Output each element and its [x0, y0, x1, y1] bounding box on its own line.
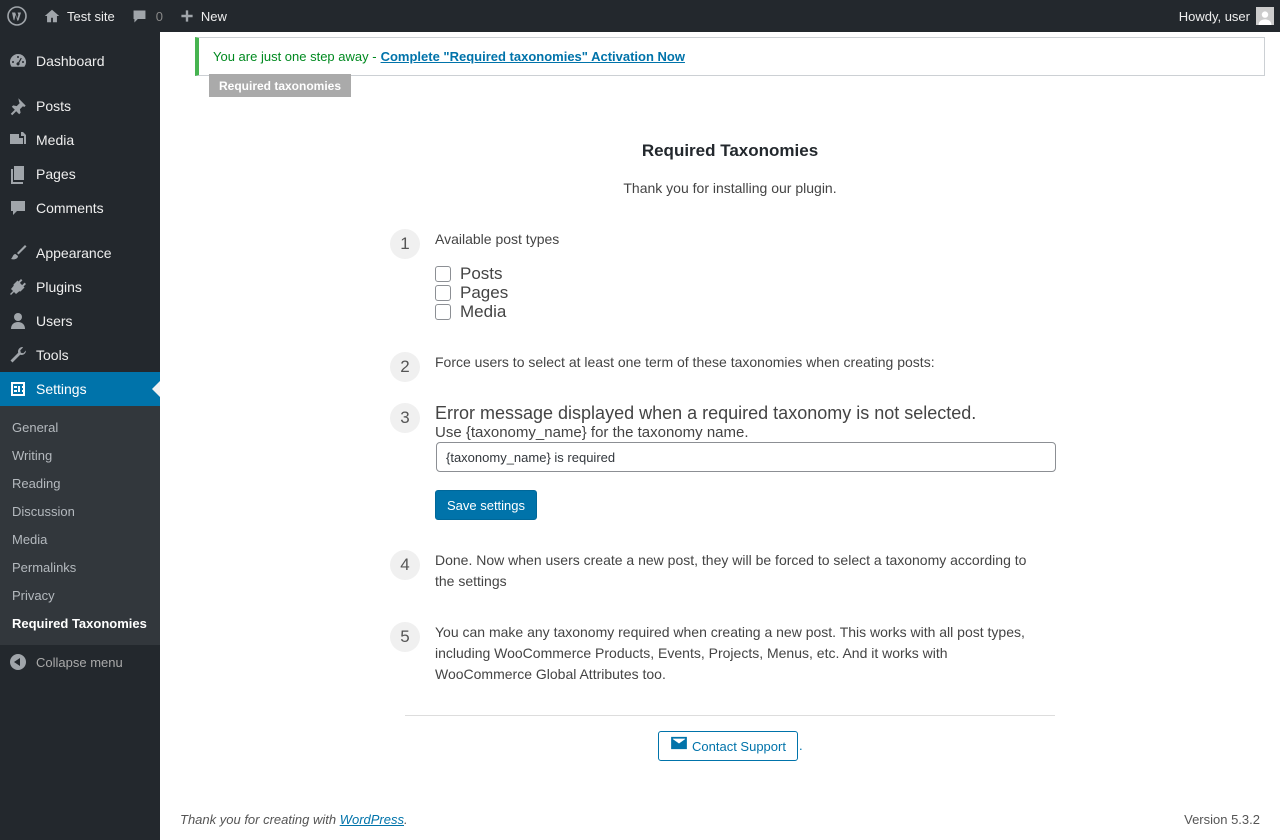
avatar: [1256, 7, 1274, 25]
submenu-item-required-taxonomies[interactable]: Required Taxonomies: [12, 615, 147, 631]
page-subtitle: Thank you for installing our plugin.: [623, 180, 837, 196]
step-1-text: Available post types: [435, 231, 560, 247]
submenu-item-permalinks[interactable]: Permalinks: [12, 559, 77, 575]
dashboard-icon: [0, 51, 36, 71]
notice-text: You are just one step away -: [213, 49, 377, 64]
comment-icon: [0, 198, 36, 218]
settings-submenu: [0, 406, 160, 645]
activation-link[interactable]: Complete "Required taxonomies" Activation Now: [380, 49, 685, 64]
sidebar-item-dashboard[interactable]: [0, 44, 160, 78]
submenu-item-reading[interactable]: Reading: [12, 475, 61, 491]
step-number: 5: [390, 622, 420, 652]
save-settings-button[interactable]: Save settings: [435, 490, 537, 520]
site-name-link[interactable]: [35, 0, 123, 32]
user-icon: [1257, 9, 1273, 25]
step-number: 1: [390, 229, 420, 259]
pages-checkbox[interactable]: [435, 285, 451, 301]
step-number: 3: [390, 403, 420, 433]
divider: [405, 715, 1055, 716]
greeting: Howdy, user: [1178, 8, 1250, 24]
media-checkbox[interactable]: [435, 304, 451, 320]
sidebar-item-plugins[interactable]: [0, 270, 160, 304]
sidebar-item-label: Dashboard: [36, 53, 105, 69]
step-5-line: including WooCommerce Products, Events, Projects, Menus, etc. And it works with: [435, 645, 948, 661]
error-message-value: {taxonomy_name} is required: [446, 449, 616, 465]
sidebar-item-label: Tools: [36, 347, 69, 363]
step-5-text: [435, 622, 1025, 685]
step-5-line: WooCommerce Global Attributes too.: [435, 666, 666, 682]
sidebar-item-label: Settings: [36, 381, 87, 397]
step-4-line: Done. Now when users create a new post, they will be forced to select a taxonomy according to: [435, 552, 1027, 568]
post-type-label: Pages: [460, 282, 509, 302]
sidebar-item-label: Posts: [36, 98, 72, 114]
submenu-item-writing[interactable]: Writing: [12, 447, 53, 463]
error-message-input[interactable]: [436, 442, 1056, 472]
step-number: 4: [390, 550, 420, 580]
plug-icon: [0, 277, 36, 297]
contact-support-label: Contact Support: [692, 738, 786, 754]
posts-checkbox[interactable]: [435, 266, 451, 282]
sidebar-item-label: Pages: [36, 166, 76, 182]
wp-logo-button[interactable]: [0, 0, 35, 32]
new-label: New: [200, 8, 227, 24]
post-type-label: Posts: [460, 263, 503, 283]
sidebar-item-label: Comments: [36, 200, 104, 216]
settings-icon: [0, 379, 36, 399]
my-account-link[interactable]: [1171, 0, 1280, 32]
sidebar-item-label: Users: [36, 313, 73, 329]
sidebar-item-label: Appearance: [36, 245, 112, 261]
sidebar-item-settings[interactable]: [0, 372, 160, 406]
footer-period: .: [404, 812, 408, 827]
sidebar-item-users[interactable]: [0, 304, 160, 338]
pages-icon: [0, 164, 36, 184]
wordpress-link[interactable]: WordPress: [339, 812, 404, 827]
sidebar-item-label: Plugins: [36, 279, 82, 295]
comments-link[interactable]: [123, 0, 171, 32]
submenu-item-media[interactable]: Media: [12, 531, 48, 547]
sidebar-item-media[interactable]: [0, 123, 160, 157]
post-type-label: Media: [460, 301, 507, 321]
sidebar-item-tools[interactable]: [0, 338, 160, 372]
error-message-title: Error message displayed when a required taxonomy is not selected.: [435, 403, 977, 423]
comments-count: 0: [155, 8, 163, 24]
collapse-icon: [0, 654, 36, 670]
sidebar-item-pages[interactable]: [0, 157, 160, 191]
error-message-hint: Use {taxonomy_name} for the taxonomy name.: [435, 424, 749, 441]
footer-thanks-text: Thank you for creating with: [180, 812, 337, 827]
step-number: 2: [390, 352, 420, 382]
new-content-link[interactable]: [171, 0, 235, 32]
post-type-posts[interactable]: [435, 264, 503, 283]
post-type-pages[interactable]: [435, 283, 508, 302]
step-5-line: You can make any taxonomy required when creating a new post. This works with all post types,: [435, 624, 1025, 640]
pin-icon: [0, 96, 36, 116]
admin-bar: [0, 0, 1280, 32]
plus-icon: [179, 8, 195, 24]
wordpress-icon: [7, 6, 27, 26]
sidebar-item-label: Media: [36, 132, 75, 148]
home-icon: [43, 7, 61, 25]
step-4-line: the settings: [435, 573, 507, 589]
submenu-item-general[interactable]: General: [12, 419, 59, 435]
collapse-menu-button[interactable]: [0, 645, 160, 679]
support-period: .: [799, 738, 803, 753]
envelope-icon: [670, 736, 688, 750]
page-title: Required Taxonomies: [641, 141, 819, 160]
wrench-icon: [0, 345, 36, 365]
footer-version: Version 5.3.2: [1184, 812, 1260, 827]
collapse-label: Collapse menu: [36, 654, 123, 670]
post-type-media[interactable]: [435, 302, 506, 321]
media-icon: [0, 130, 36, 150]
brush-icon: [0, 243, 36, 263]
comment-icon: [131, 8, 148, 25]
step-4-text: [435, 550, 1026, 592]
main-content: [160, 32, 1280, 840]
required-taxonomies-tab[interactable]: Required taxonomies: [209, 74, 351, 97]
site-name: Test site: [67, 8, 115, 24]
step-2-text: Force users to select at least one term of these taxonomies when creating posts:: [435, 354, 935, 370]
user-icon: [0, 311, 36, 331]
sidebar-item-comments[interactable]: [0, 191, 160, 225]
sidebar-item-posts[interactable]: [0, 89, 160, 123]
admin-sidebar: [0, 32, 160, 840]
contact-support-button[interactable]: [658, 731, 798, 761]
activation-notice: [195, 37, 1265, 76]
submenu-item-privacy[interactable]: Privacy: [12, 587, 55, 603]
sidebar-item-appearance[interactable]: [0, 236, 160, 270]
footer-thanks: [180, 812, 408, 827]
submenu-item-discussion[interactable]: Discussion: [12, 503, 75, 519]
